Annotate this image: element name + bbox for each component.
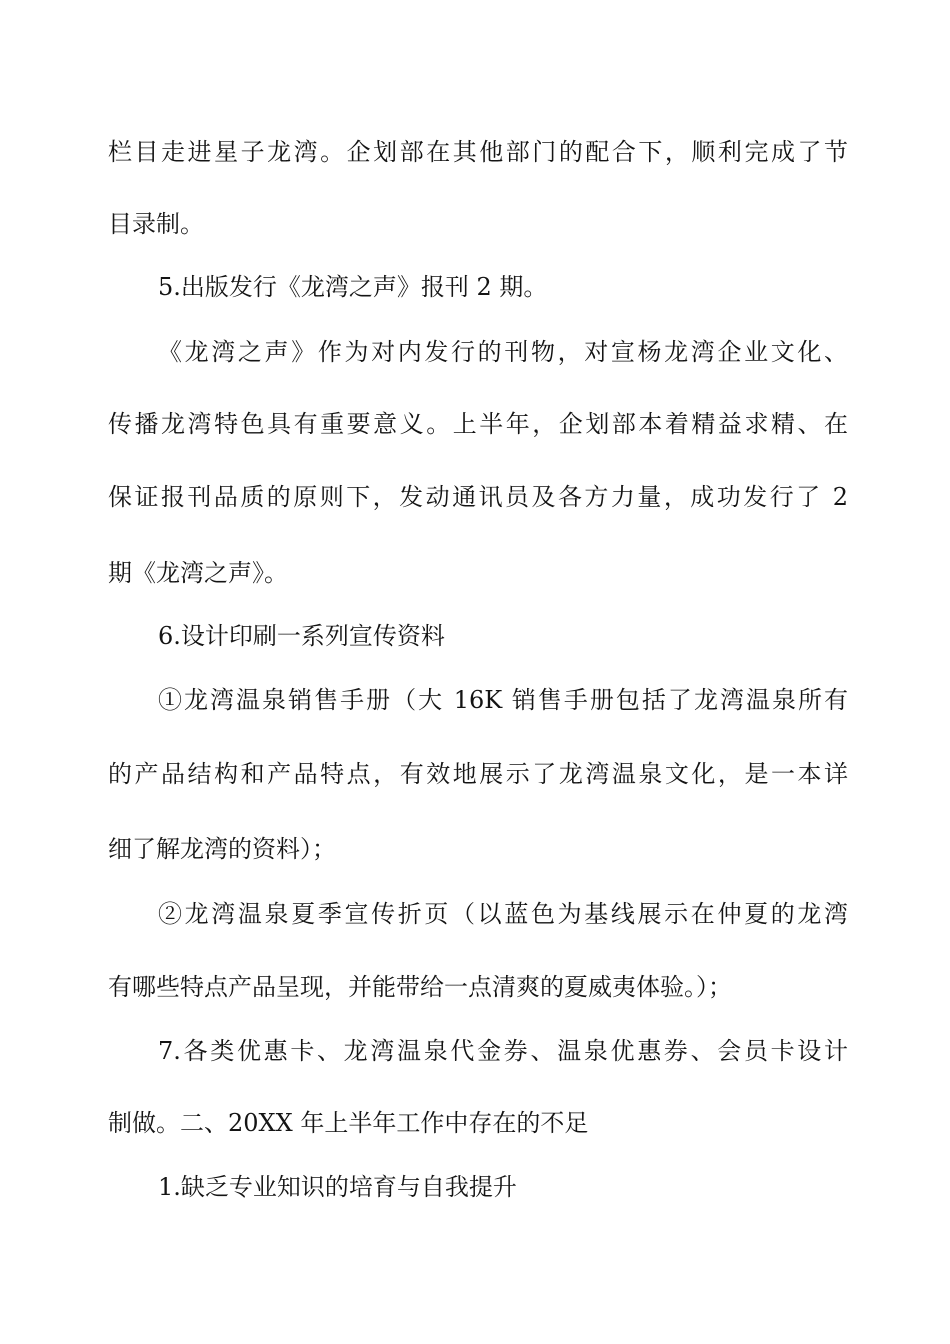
text-line-16: 1.缺乏专业知识的培育与自我提升: [158, 1173, 517, 1201]
text-line-2: 目录制。: [108, 210, 204, 238]
text-line-6: 保证报刊品质的原则下，发动通讯员及各方力量，成功发行了 2: [108, 483, 848, 511]
text-line-10: 的产品结构和产品特点，有效地展示了龙湾温泉文化，是一本详: [108, 760, 848, 788]
text-line-13: 有哪些特点产品呈现，并能带给一点清爽的夏威夷体验。）；: [108, 973, 732, 1001]
text-line-14: 7.各类优惠卡、龙湾温泉代金券、温泉优惠券、会员卡设计: [158, 1037, 848, 1065]
text-line-8: 6.设计印刷一系列宣传资料: [158, 622, 445, 650]
text-line-3: 5.出版发行《龙湾之声》报刊 2 期。: [158, 273, 548, 301]
text-line-1: 栏目走进星子龙湾。企划部在其他部门的配合下，顺利完成了节: [108, 138, 848, 166]
text-line-11: 细了解龙湾的资料）；: [108, 835, 336, 863]
text-line-4: 《龙湾之声》作为对内发行的刊物，对宣杨龙湾企业文化、: [158, 338, 848, 366]
text-line-9: ①龙湾温泉销售手册（大 16K 销售手册包括了龙湾温泉所有: [158, 686, 848, 714]
text-line-5: 传播龙湾特色具有重要意义。上半年，企划部本着精益求精、在: [108, 410, 848, 438]
text-line-12: ②龙湾温泉夏季宣传折页（以蓝色为基线展示在仲夏的龙湾: [158, 900, 848, 928]
text-line-7: 期《龙湾之声》。: [108, 559, 288, 587]
text-line-15: 制做。二、20XX 年上半年工作中存在的不足: [108, 1109, 589, 1137]
